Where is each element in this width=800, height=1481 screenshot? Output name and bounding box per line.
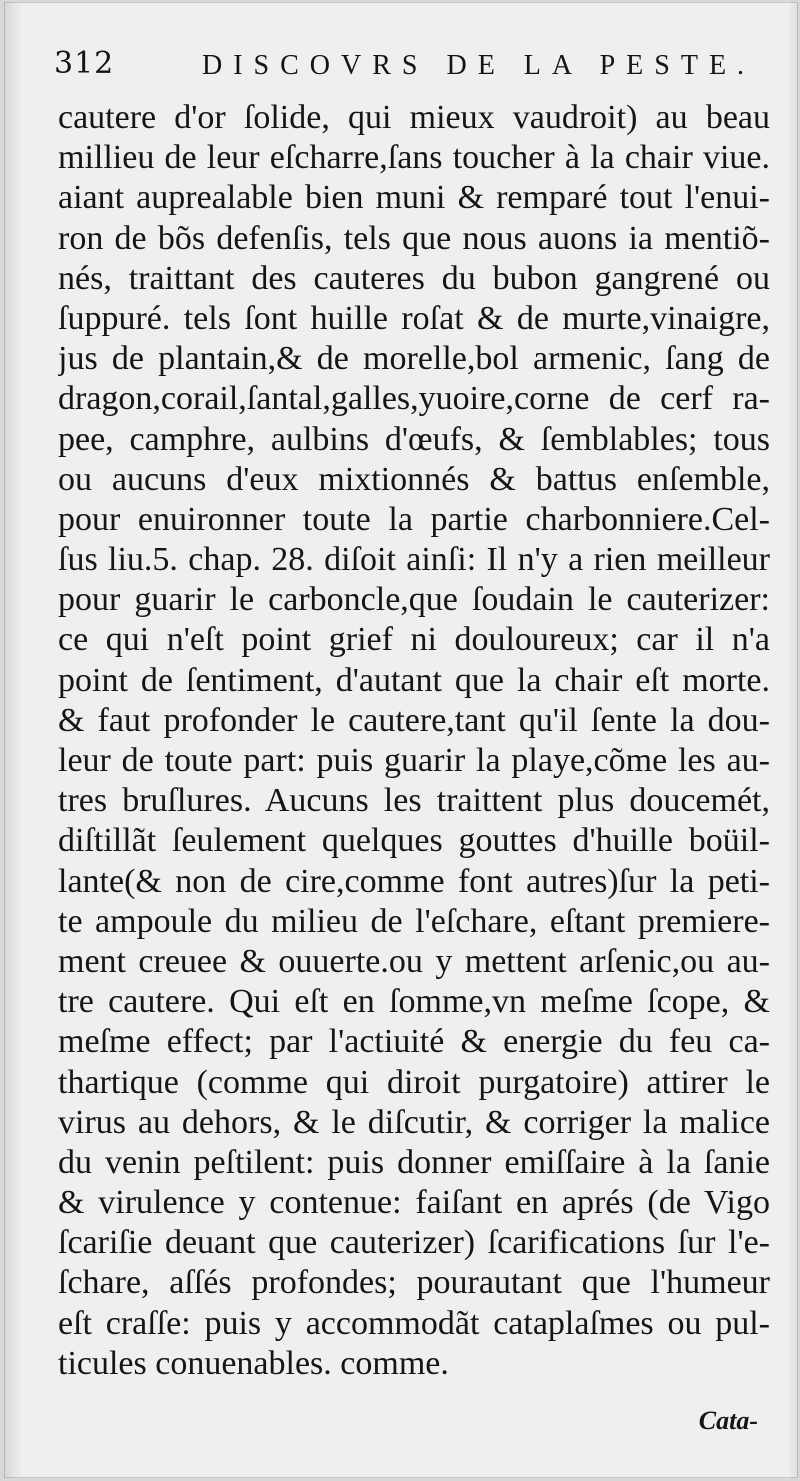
text-line: ment creuee & ouuerte.ou y mettent arſenic,ou au- (58, 942, 770, 980)
page-number: 312 (54, 46, 115, 81)
running-head: DISCOVRS DE LA PESTE. (202, 50, 756, 81)
text-line: virus au dehors, & le diſcutir, & corriger la malice (58, 1103, 770, 1141)
text-line: ticules conuenables. comme. (58, 1344, 449, 1382)
text-line: cautere d'or ſolide, qui mieux vaudroit) au beau (58, 99, 770, 136)
text-line: ſcariſie deuant que cauterizer) ſcarifications ſur l'e- (58, 1224, 770, 1262)
text-line: pour guarir le carboncle,que ſoudain le cauterizer: (58, 581, 770, 619)
page-header (52, 46, 772, 96)
text-line: & virulence y contenue: faiſant en aprés (de Vigo (58, 1184, 770, 1222)
text-line: aiant auprealable bien muni & remparé tout l'enui- (58, 179, 770, 217)
body-text (58, 98, 770, 1384)
text-line: pee, camphre, aulbins d'œufs, & ſemblables; tous (58, 420, 770, 458)
text-line: du venin peſtilent: puis donner emiſſaire à la ſanie (58, 1143, 770, 1181)
text-line: nés, traittant des cauteres du bubon gangrené ou (58, 259, 770, 297)
text-line: lante(& non de cire,comme font autres)ſur la peti- (58, 862, 770, 900)
text-line: te ampoule du milieu de l'eſchare, eſtant premiere- (58, 902, 770, 940)
text-line: eſt craſſe: puis y accommodãt cataplaſmes ou pul- (58, 1304, 770, 1342)
text-line: millieu de leur eſcharre,ſans toucher à la chair viue. (58, 139, 770, 177)
text-line: point de ſentiment, d'autant que la chair eſt morte. (58, 661, 770, 699)
text-line: ſus liu.5. chap. 28. diſoit ainſi: Il n'y a rien meilleur (58, 541, 770, 579)
text-line: tres bruſlures. Aucuns les traittent plus doucemét, (58, 782, 770, 820)
text-line: ron de bõs defenſis, tels que nous auons ia mentiõ- (58, 219, 770, 257)
text-line: pour enuironner toute la partie charbonniere.Cel- (58, 500, 770, 538)
text-line: ce qui n'eſt point grief ni douloureux; car il n'a (58, 621, 770, 659)
text-line: meſme effect; par l'actiuité & energie du feu ca- (58, 1023, 770, 1061)
text-line: & faut profonder le cautere,tant qu'il ſente la dou- (58, 701, 770, 739)
text-line: jus de plantain,& de morelle,bol armenic, ſang de (58, 340, 770, 378)
text-line: thartique (comme qui diroit purgatoire) attirer le (58, 1063, 770, 1101)
text-line: ou aucuns d'eux mixtionnés & battus enſemble, (58, 460, 770, 498)
book-page (4, 2, 798, 1478)
text-line: dragon,corail,ſantal,galles,yuoire,corne de cerf ra- (58, 380, 770, 418)
catchword: Cata- (698, 1406, 758, 1435)
text-line: ſuppuré. tels ſont huille roſat & de murte,vinaigre, (58, 299, 770, 337)
text-line: leur de toute part: puis guarir la playe,cõme les au- (58, 742, 770, 779)
text-line: tre cautere. Qui eſt en ſomme,vn meſme ſcope, & (58, 983, 770, 1021)
text-line: diſtillãt ſeulement quelques gouttes d'huille boüil- (58, 822, 770, 860)
text-line: ſchare, aſſés profondes; pourautant que l'humeur (58, 1264, 770, 1302)
